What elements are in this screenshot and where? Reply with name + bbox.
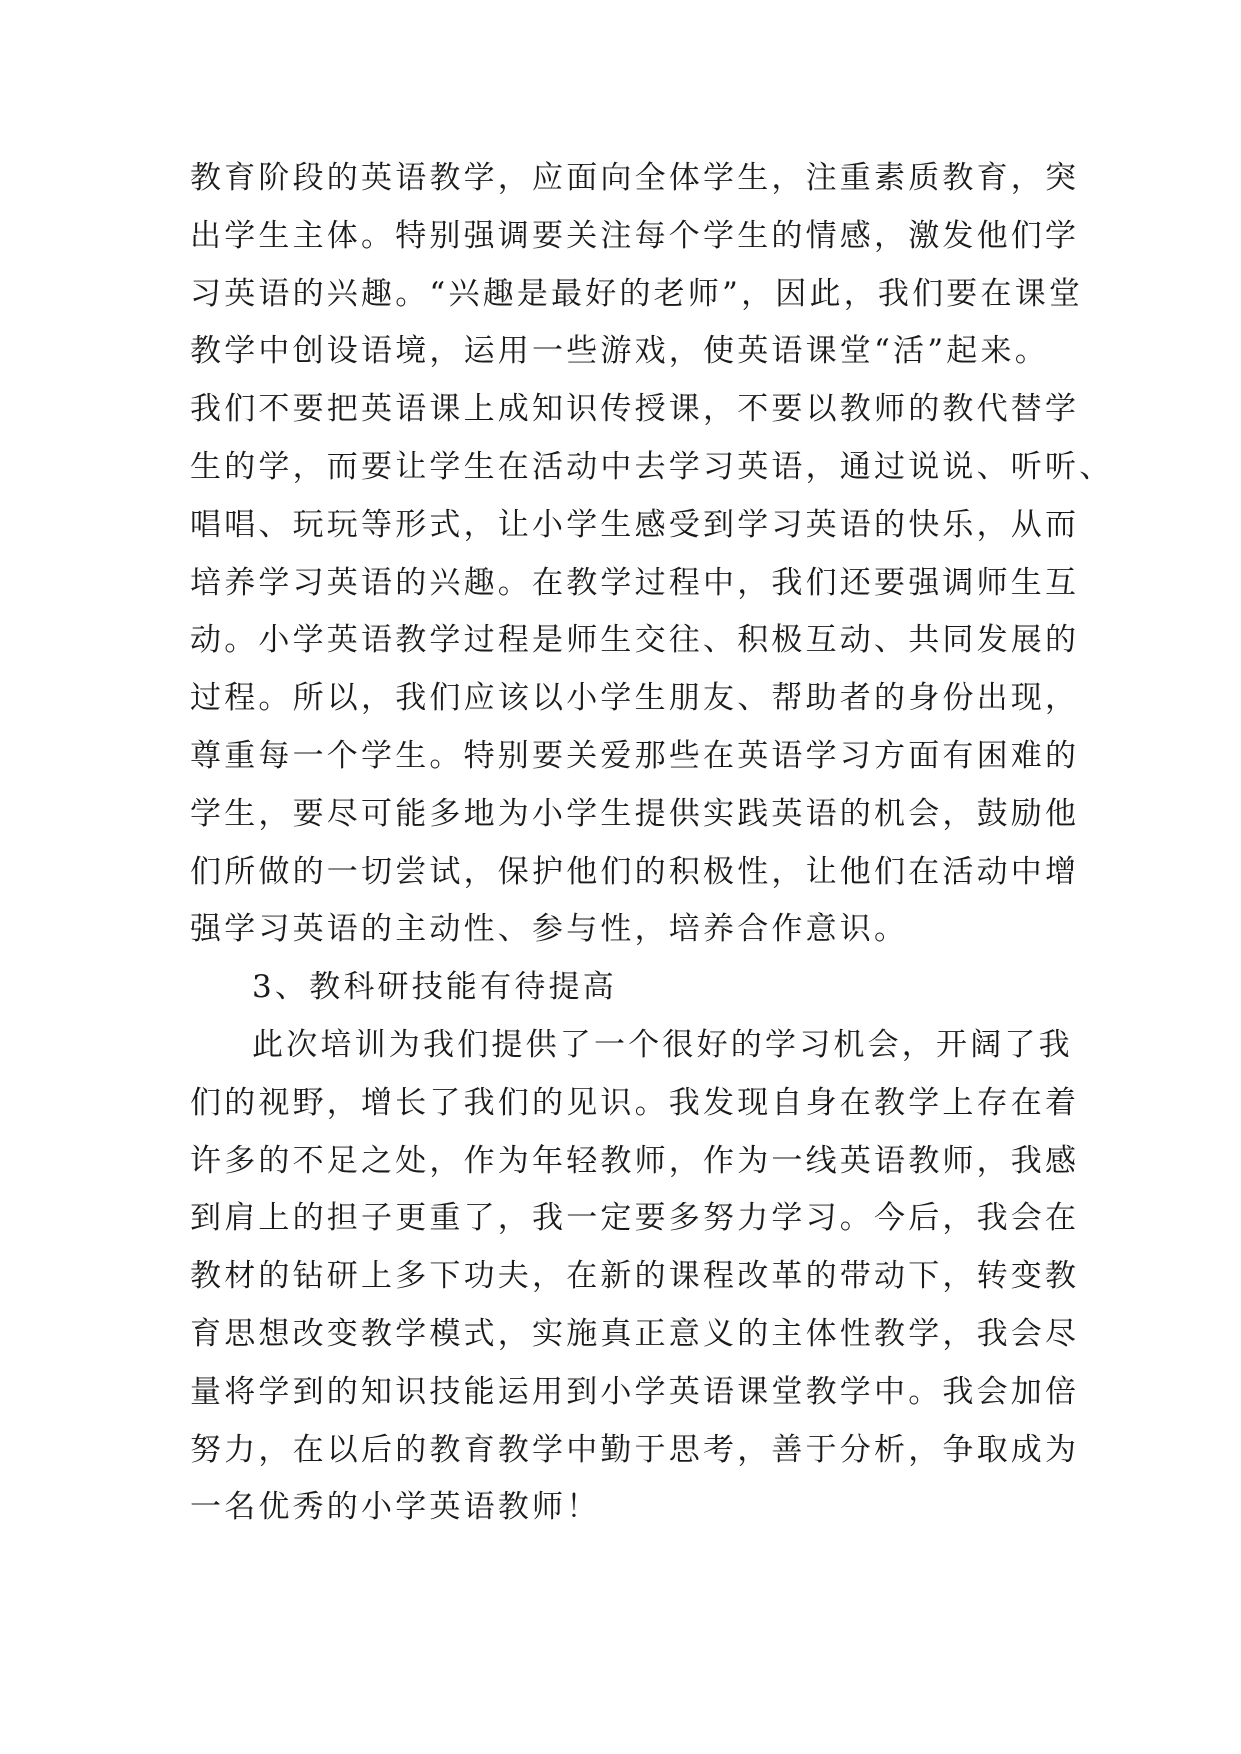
text-line: 过程。所以，我们应该以小学生朋友、帮助者的身份出现， <box>190 680 1080 717</box>
body-text <box>190 158 1114 1545</box>
text-line: 许多的不足之处，作为年轻教师，作为一线英语教师，我感 <box>190 1142 1080 1179</box>
text-line: 们的视野，增长了我们的见识。我发现自身在教学上存在着 <box>190 1084 1080 1121</box>
text-line: 我们不要把英语课上成知识传授课，不要以教师的教代替学 <box>190 391 1080 428</box>
text-line: 习英语的兴趣。“兴趣是最好的老师”，因此，我们要在课堂 <box>190 275 1084 312</box>
text-line: 们所做的一切尝试，保护他们的积极性，让他们在活动中增 <box>190 853 1080 890</box>
text-line: 量将学到的知识技能运用到小学英语课堂教学中。我会加倍 <box>190 1373 1080 1410</box>
text-line: 教学中创设语境，运用一些游戏，使英语课堂“活”起来。 <box>190 333 1049 370</box>
section-heading: 3、教科研技能有待提高 <box>252 969 617 1006</box>
text-line: 学生，要尽可能多地为小学生提供实践英语的机会，鼓励他 <box>190 795 1080 832</box>
text-line: 教育阶段的英语教学，应面向全体学生，注重素质教育，突 <box>190 160 1080 196</box>
text-line: 育思想改变教学模式，实施真正意义的主体性教学，我会尽 <box>190 1315 1080 1352</box>
text-line: 培养学习英语的兴趣。在教学过程中，我们还要强调师生互 <box>190 564 1080 601</box>
text-line: 教材的钻研上多下功夫，在新的课程改革的带动下，转变教 <box>190 1258 1080 1295</box>
text-line: 此次培训为我们提供了一个很好的学习机会，开阔了我 <box>252 1026 1073 1063</box>
text-line: 尊重每一个学生。特别要关爱那些在英语学习方面有困难的 <box>190 737 1080 774</box>
text-line: 动。小学英语教学过程是师生交往、积极互动、共同发展的 <box>190 622 1080 659</box>
text-line: 出学生主体。特别强调要关注每个学生的情感，激发他们学 <box>190 217 1080 254</box>
text-line: 一名优秀的小学英语教师！ <box>190 1489 601 1526</box>
text-line: 到肩上的担子更重了，我一定要多努力学习。今后，我会在 <box>190 1200 1080 1237</box>
text-line: 努力，在以后的教育教学中勤于思考，善于分析，争取成为 <box>190 1431 1080 1468</box>
text-line: 唱唱、玩玩等形式，让小学生感受到学习英语的快乐，从而 <box>190 506 1080 543</box>
text-line: 强学习英语的主动性、参与性，培养合作意识。 <box>190 911 909 948</box>
text-line: 生的学，而要让学生在活动中去学习英语，通过说说、听听、 <box>190 448 1114 485</box>
